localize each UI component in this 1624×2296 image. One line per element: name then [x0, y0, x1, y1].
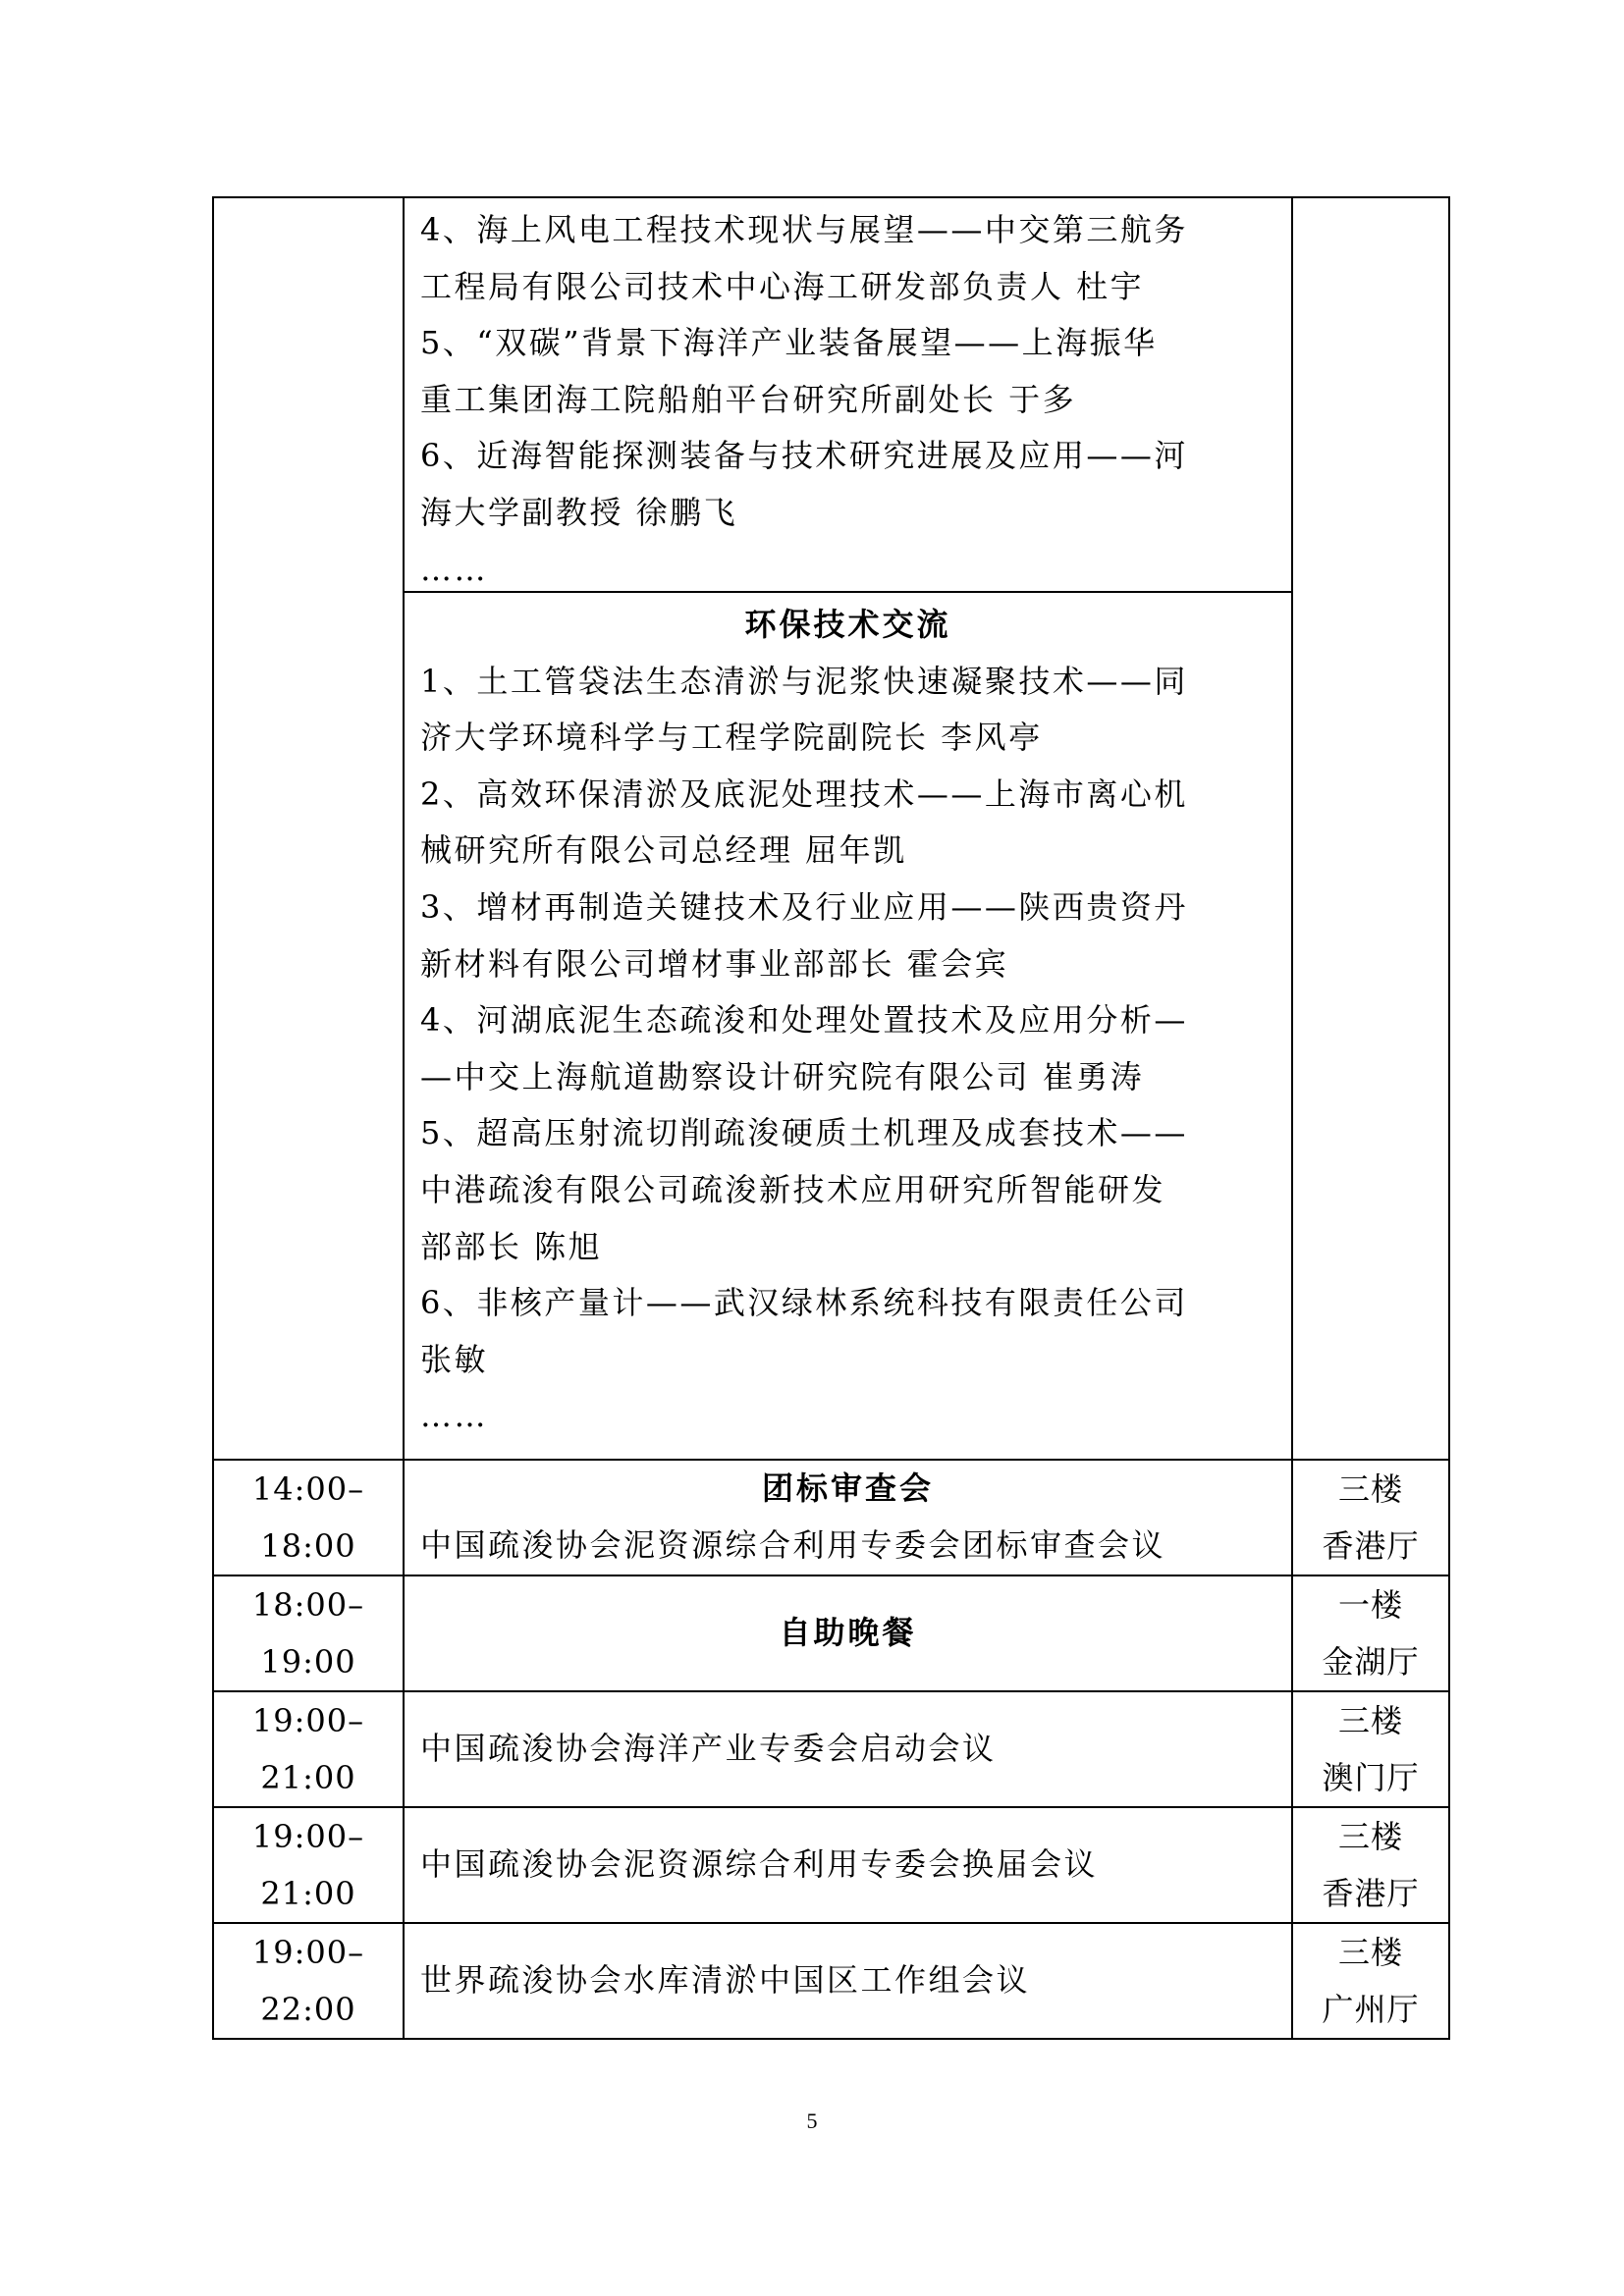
time-end: 19:00 [260, 1643, 356, 1681]
list-item: 新材料有限公司增材事业部部长 霍会宾 [420, 944, 1009, 983]
list-item: …… [420, 550, 488, 588]
venue-hall: 金湖厅 [1322, 1643, 1420, 1681]
venue-hall: 香港厅 [1322, 1527, 1420, 1565]
event-title: 自助晚餐 [779, 1614, 917, 1652]
time-start: 18:00– [251, 1586, 365, 1624]
schedule-table [212, 196, 1450, 2040]
list-item: 5、超高压射流切削疏浚硬质土机理及成套技术—— [420, 1114, 1188, 1152]
list-item: 海大学副教授 徐鹏飞 [420, 493, 738, 531]
table-row [213, 1575, 1449, 1691]
list-item: 6、非核产量计——武汉绿林系统科技有限责任公司 [420, 1284, 1188, 1322]
venue-floor: 三楼 [1337, 1934, 1403, 1971]
list-item: 张敏 [420, 1340, 489, 1378]
event-cell [404, 1575, 1292, 1691]
list-item: 3、增材再制造关键技术及行业应用——陕西贵资丹 [420, 887, 1188, 926]
event-cell [404, 1460, 1292, 1575]
event-content: 中国疏浚协会泥资源综合利用专委会换届会议 [420, 1845, 1099, 1884]
venue-hall: 澳门厅 [1322, 1759, 1420, 1796]
time-end: 22:00 [260, 1991, 356, 2028]
venue-cell [1292, 1923, 1449, 2039]
list-item: 4、河湖底泥生态疏浚和处理处置技术及应用分析— [420, 1001, 1188, 1040]
time-start: 19:00– [251, 1934, 365, 1971]
venue-cell [1292, 1691, 1449, 1807]
list-item: 部部长 陈旭 [420, 1227, 603, 1265]
list-item: —中交上海航道勘察设计研究院有限公司 崔勇涛 [420, 1057, 1145, 1095]
list-item: 6、近海智能探测装备与技术研究进展及应用——河 [420, 437, 1188, 475]
table-row [213, 1923, 1449, 2039]
list-item: 2、高效环保清淤及底泥处理技术——上海市离心机 [420, 774, 1188, 813]
venue-floor: 一楼 [1337, 1586, 1403, 1624]
venue-cell [1292, 1807, 1449, 1923]
venue-floor: 三楼 [1337, 1702, 1403, 1739]
venue-cell-empty [1292, 197, 1449, 1460]
event-content: 中国疏浚协会海洋产业专委会启动会议 [420, 1730, 997, 1768]
time-cell [213, 1460, 404, 1575]
event-content: 世界疏浚协会水库清淤中国区工作组会议 [420, 1961, 1031, 2000]
time-start: 19:00– [251, 1702, 365, 1739]
table-row [213, 1807, 1449, 1923]
venue-hall: 香港厅 [1322, 1875, 1420, 1912]
venue-floor: 三楼 [1337, 1818, 1403, 1855]
time-cell-empty [213, 197, 404, 1460]
list-item: 工程局有限公司技术中心海工研发部负责人 杜宇 [420, 267, 1145, 305]
event-cell [404, 1923, 1292, 2039]
time-cell [213, 1807, 404, 1923]
list-item: 5、“双碳”背景下海洋产业装备展望——上海振华 [420, 324, 1158, 362]
ocean-tech-block [404, 197, 1292, 592]
section-title: 环保技术交流 [744, 606, 951, 643]
event-title: 团标审查会 [761, 1469, 934, 1508]
list-item: 济大学环境科学与工程学院副院长 李风亭 [420, 719, 1043, 757]
time-end: 21:00 [260, 1759, 356, 1796]
page-number: 5 [806, 2109, 818, 2133]
list-item: 械研究所有限公司总经理 屈年凯 [420, 831, 907, 870]
event-cell [404, 1691, 1292, 1807]
event-content: 中国疏浚协会泥资源综合利用专委会团标审查会议 [420, 1526, 1166, 1564]
list-item: 中港疏浚有限公司疏浚新技术应用研究所智能研发 [420, 1170, 1166, 1208]
table-row [213, 197, 1449, 592]
time-end: 21:00 [260, 1875, 356, 1912]
time-start: 19:00– [251, 1818, 365, 1855]
table-row [213, 1691, 1449, 1807]
env-tech-block [404, 592, 1292, 1460]
time-end: 18:00 [260, 1527, 356, 1565]
time-start: 14:00– [251, 1470, 365, 1508]
venue-cell [1292, 1575, 1449, 1691]
time-cell [213, 1923, 404, 2039]
list-item: 1、土工管袋法生态清淤与泥浆快速凝聚技术——同 [420, 662, 1188, 700]
event-cell [404, 1807, 1292, 1923]
list-item: 重工集团海工院船舶平台研究所副处长 于多 [420, 380, 1077, 418]
venue-hall: 广州厅 [1322, 1991, 1420, 2028]
time-cell [213, 1691, 404, 1807]
list-item: …… [420, 1397, 488, 1435]
venue-floor: 三楼 [1337, 1470, 1403, 1508]
table-row [213, 1460, 1449, 1575]
venue-cell [1292, 1460, 1449, 1575]
time-cell [213, 1575, 404, 1691]
list-item: 4、海上风电工程技术现状与展望——中交第三航务 [420, 211, 1188, 248]
